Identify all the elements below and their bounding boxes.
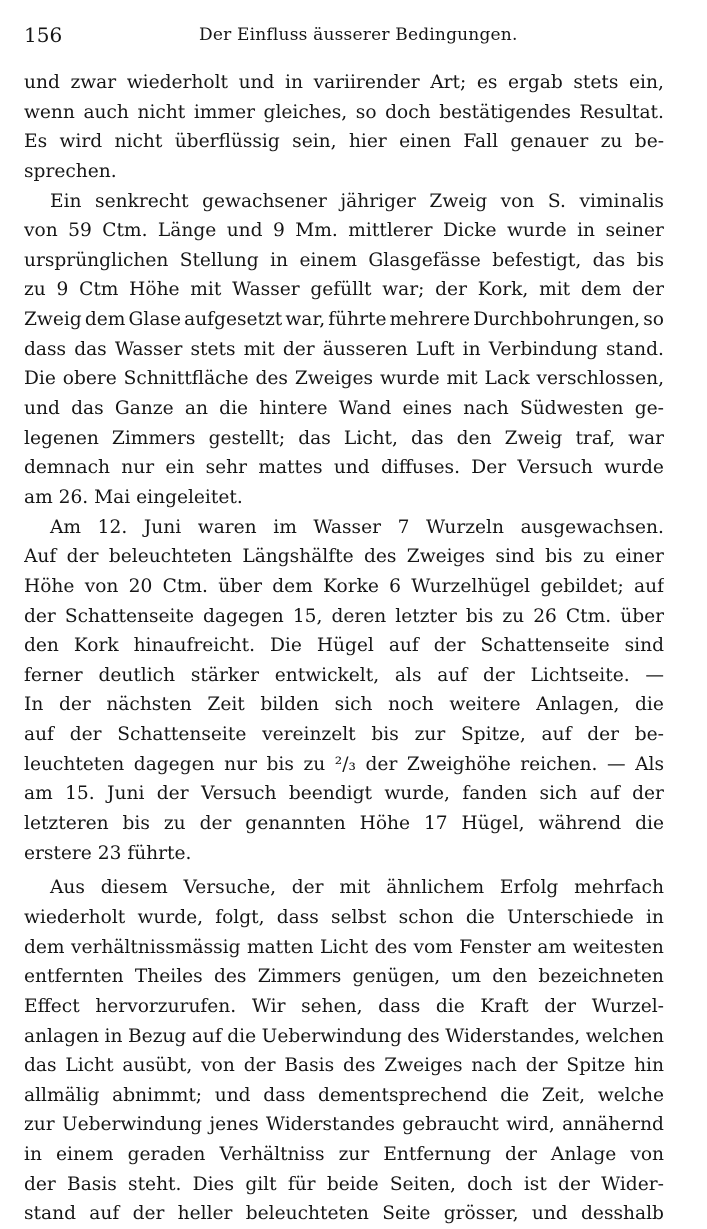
- text-line: dem verhältnissmässig matten Licht des vom Fenster am weitesten: [24, 936, 664, 958]
- text-line: Es wird nicht überflüssig sein, hier einen Fall genauer zu be-: [24, 131, 664, 153]
- text-line: am 26. Mai eingeleitet.: [24, 486, 243, 508]
- text-line: ursprünglichen Stellung in einem Glasgefässe befestigt, das bis: [24, 249, 664, 271]
- text-line: allmälig abnimmt; und dass dementsprechend die Zeit, welche: [24, 1084, 664, 1106]
- text-line: Am 12. Juni waren im Wasser 7 Wurzeln ausgewachsen.: [50, 516, 664, 538]
- text-line: am 15. Juni der Versuch beendigt wurde, fanden sich auf der: [24, 783, 664, 805]
- text-line: sprechen.: [24, 160, 117, 182]
- page-header: [24, 20, 684, 50]
- text-line: und zwar wiederholt und in variirender Art; es ergab stets ein,: [24, 72, 664, 93]
- text-line: der Schattenseite dagegen 15, deren letzter bis zu 26 Ctm. über: [24, 605, 664, 627]
- text-line: anlagen in Bezug auf die Ueberwindung des Widerstandes, welchen: [24, 1025, 664, 1047]
- text-line: der Basis steht. Dies gilt für beide Seiten, doch ist der Wider-: [24, 1173, 664, 1195]
- text-line: Auf der beleuchteten Längshälfte des Zweiges sind bis zu einer: [24, 546, 664, 568]
- text-line: in einem geraden Verhältniss zur Entfernung der Anlage von: [24, 1144, 664, 1166]
- text-line: dass das Wasser stets mit der äusseren Luft in Verbindung stand.: [24, 338, 664, 360]
- text-line: Effect hervorzurufen. Wir sehen, dass die Kraft der Wurzel-: [24, 995, 664, 1017]
- text-line: zur Ueberwindung jenes Widerstandes gebraucht wird, annähernd: [24, 1114, 664, 1136]
- text-line: demnach nur ein sehr mattes und diffuses. Der Versuch wurde: [24, 457, 664, 479]
- text-line: Aus diesem Versuche, der mit ähnlichem Erfolg mehrfach: [50, 877, 664, 899]
- text-line: leuchteten dagegen nur bis zu ²/₃ der Zweighöhe reichen. — Als: [24, 753, 664, 775]
- text-line: auf der Schattenseite vereinzelt bis zur Spitze, auf der be-: [24, 724, 664, 746]
- text-line: Höhe von 20 Ctm. über dem Korke 6 Wurzelhügel gebildet; auf: [24, 575, 664, 597]
- text-line: letzteren bis zu der genannten Höhe 17 Hügel, während die: [24, 813, 664, 835]
- body-text: [24, 68, 664, 1229]
- text-line: wiederholt wurde, folgt, dass selbst schon die Unterschiede in: [24, 906, 664, 928]
- text-line: ferner deutlich stärker entwickelt, als auf der Lichtseite. —: [24, 664, 664, 686]
- text-line: Ein senkrecht gewachsener jähriger Zweig von S. viminalis: [50, 190, 664, 212]
- text-line: Die obere Schnittfläche des Zweiges wurde mit Lack verschlossen,: [24, 368, 664, 390]
- page-number: 156: [24, 23, 63, 47]
- text-line: und das Ganze an die hintere Wand eines nach Südwesten ge-: [24, 398, 664, 420]
- text-line: das Licht ausübt, von der Basis des Zweiges nach der Spitze hin: [24, 1055, 664, 1077]
- text-line: erstere 23 führte.: [24, 842, 192, 864]
- text-line: den Kork hinaufreicht. Die Hügel auf der Schattenseite sind: [24, 635, 664, 657]
- text-line: wenn auch nicht immer gleiches, so doch bestätigendes Resultat.: [24, 101, 664, 123]
- text-line: In der nächsten Zeit bilden sich noch weitere Anlagen, die: [24, 694, 664, 716]
- running-head: Der Einfluss äusserer Bedingungen.: [199, 25, 518, 45]
- text-line: legenen Zimmers gestellt; das Licht, das den Zweig traf, war: [24, 427, 664, 449]
- text-line: entfernten Theiles des Zimmers genügen, um den bezeichneten: [24, 966, 664, 988]
- text-line: von 59 Ctm. Länge und 9 Mm. mittlerer Dicke wurde in seiner: [24, 220, 664, 242]
- text-line: Zweig dem Glase aufgesetzt war, führte mehrere Durchbohrungen, so: [24, 309, 664, 331]
- text-line: stand auf der heller beleuchteten Seite grösser, und desshalb: [24, 1203, 664, 1225]
- text-line: zu 9 Ctm Höhe mit Wasser gefüllt war; der Kork, mit dem der: [24, 279, 664, 301]
